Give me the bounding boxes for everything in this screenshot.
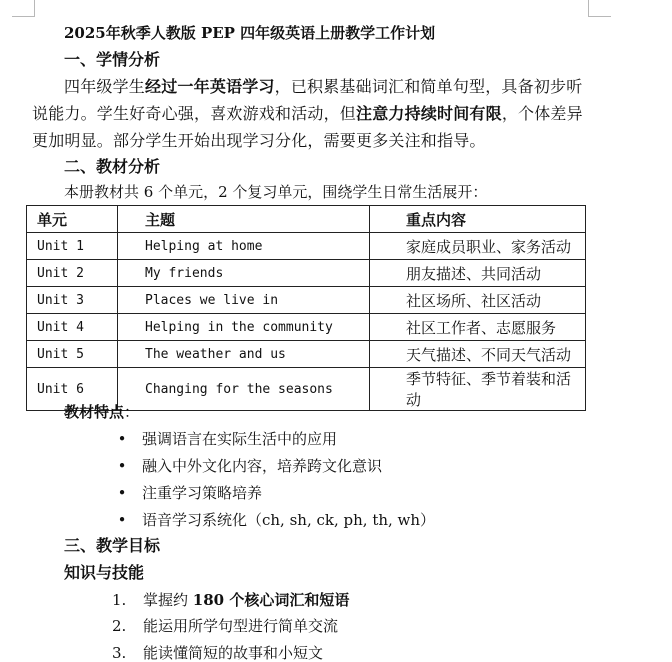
- table-header-theme: 主题: [118, 206, 370, 233]
- page-corner-mark-left: [12, 0, 35, 17]
- table-cell-theme: Places we live in: [118, 287, 370, 314]
- goal-number: 3.: [112, 644, 127, 662]
- table-row: [27, 287, 586, 314]
- learner-analysis-paragraph: [32, 73, 592, 154]
- list-item: [112, 429, 592, 449]
- list-item: [112, 483, 592, 503]
- bullet-icon: •: [117, 430, 127, 448]
- table-cell-theme: My friends: [118, 260, 370, 287]
- units-table: [26, 205, 586, 411]
- textbook-intro: 本册教材共 6 个单元，2 个复习单元，围绕学生日常生活展开：: [64, 183, 488, 201]
- list-item: [112, 616, 592, 636]
- list-item: [112, 510, 592, 530]
- table-cell-content: 季节特征、季节着装和活动: [370, 368, 586, 411]
- para-text-middle: ，已积累基础词汇和简单句型，具备初步听说能力。学生好奇心强，喜欢游戏和活动，但: [32, 77, 583, 123]
- table-header-key-content: 重点内容: [370, 206, 586, 233]
- section-heading-teaching-goals: 三、教学目标: [64, 536, 161, 555]
- table-cell-theme: Changing for the seasons: [118, 368, 370, 411]
- goal-text-bold: 180 个核心词汇和短语: [192, 591, 350, 609]
- table-cell-unit: Unit 6: [27, 368, 118, 411]
- list-item: [112, 456, 592, 476]
- table-header-row: [27, 206, 586, 233]
- goal-text: [143, 590, 349, 610]
- section-heading-textbook-analysis: 二、教材分析: [64, 157, 161, 176]
- features-label-text: 教材特点: [64, 403, 125, 421]
- goal-text: 能运用所学句型进行简单交流: [143, 617, 339, 635]
- table-cell-unit: Unit 5: [27, 341, 118, 368]
- table-cell-content: 朋友描述、共同活动: [370, 260, 586, 287]
- table-cell-content: 社区场所、社区活动: [370, 287, 586, 314]
- goal-text: 能读懂简短的故事和小短文: [143, 644, 324, 662]
- list-item: [112, 643, 592, 662]
- list-item: [112, 590, 592, 610]
- goal-text-pre: 掌握约: [143, 591, 193, 609]
- para-text-start: 四年级学生: [64, 77, 146, 96]
- table-cell-content: 社区工作者、志愿服务: [370, 314, 586, 341]
- bullet-icon: •: [117, 511, 127, 529]
- textbook-features-label: [64, 402, 139, 422]
- table-cell-theme: Helping in the community: [118, 314, 370, 341]
- bullet-icon: •: [117, 484, 127, 502]
- page-corner-mark-right: [588, 0, 611, 17]
- subheading-knowledge-skills: 知识与技能: [64, 563, 145, 582]
- goal-number: 2.: [112, 617, 127, 635]
- para-bold-attention: 注意力持续时间有限: [356, 104, 502, 123]
- table-row: [27, 233, 586, 260]
- section-heading-learner-analysis: 一、学情分析: [64, 50, 161, 69]
- goal-number: 1.: [112, 591, 127, 609]
- table-cell-unit: Unit 2: [27, 260, 118, 287]
- bullet-icon: •: [117, 457, 127, 475]
- feature-text: 注重学习策略培养: [142, 484, 263, 502]
- table-cell-content: 天气描述、不同天气活动: [370, 341, 586, 368]
- table-cell-theme: Helping at home: [118, 233, 370, 260]
- table-cell-theme: The weather and us: [118, 341, 370, 368]
- features-label-colon: ：: [124, 403, 140, 421]
- table-row: [27, 260, 586, 287]
- table-cell-content: 家庭成员职业、家务活动: [370, 233, 586, 260]
- table-cell-unit: Unit 3: [27, 287, 118, 314]
- table-cell-unit: Unit 4: [27, 314, 118, 341]
- document-title: 2025年秋季人教版 PEP 四年级英语上册教学工作计划: [64, 24, 436, 42]
- feature-text: 强调语言在实际生活中的应用: [142, 430, 338, 448]
- table-cell-unit: Unit 1: [27, 233, 118, 260]
- table-header-unit: 单元: [27, 206, 118, 233]
- para-bold-one-year: 经过一年英语学习: [145, 77, 275, 96]
- para-text-end: ，个体差异更加明显。部分学生开始出现学习分化，需要更多关注和指导。: [32, 104, 583, 150]
- table-row: [27, 314, 586, 341]
- feature-text: 语音学习系统化（ch, sh, ck, ph, th, wh）: [142, 511, 436, 529]
- feature-text: 融入中外文化内容，培养跨文化意识: [142, 457, 383, 475]
- table-row: [27, 341, 586, 368]
